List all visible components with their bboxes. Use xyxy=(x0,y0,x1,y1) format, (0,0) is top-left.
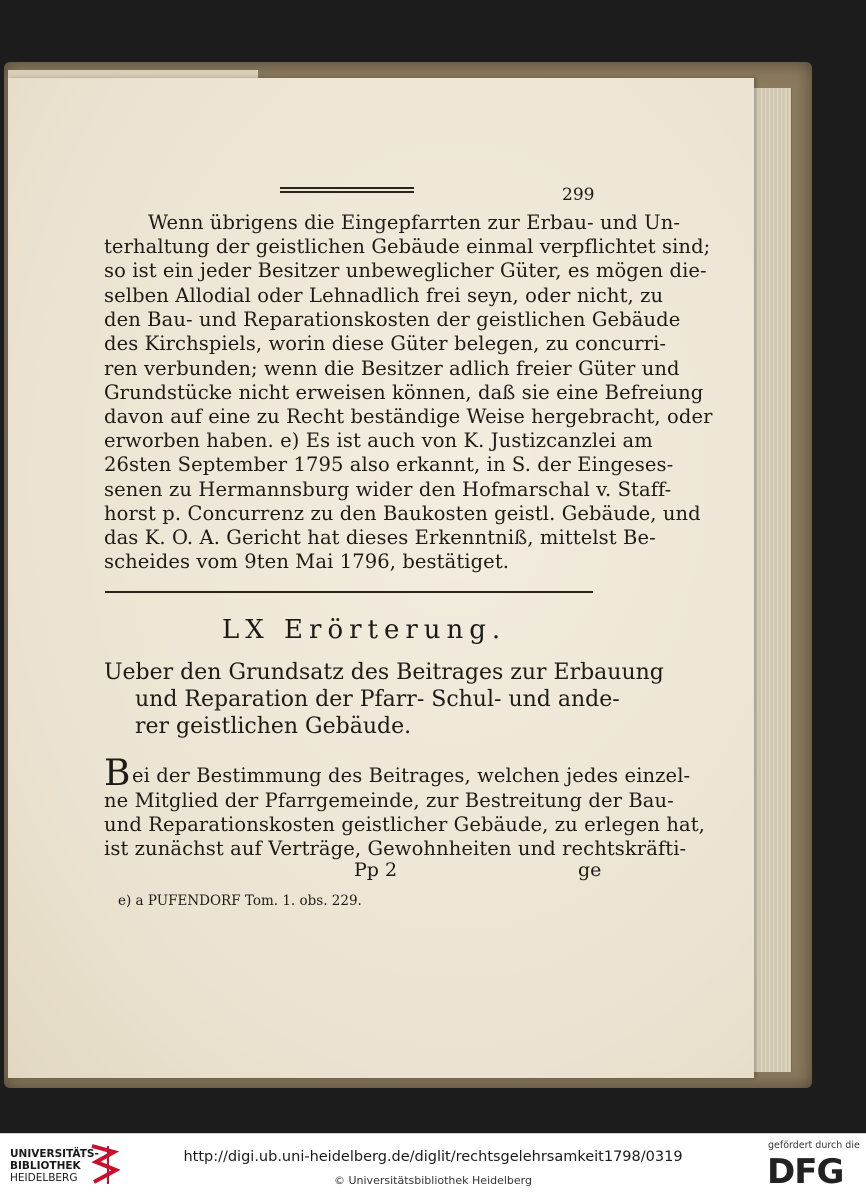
footnote: e) a PUFENDORF Tom. 1. obs. 229. xyxy=(118,893,362,909)
body-line: Grundstücke nicht erweisen können, daß sie eine Befreiung xyxy=(104,381,704,404)
body-line: scheides vom 9ten Mai 1796, bestätiget. xyxy=(104,550,510,573)
body-line: davon auf eine zu Recht beständige Weise hergebracht, oder xyxy=(104,405,713,428)
library-name-line: UNIVERSITÄTS- xyxy=(10,1148,99,1160)
copyright-notice: © Universitätsbibliothek Heidelberg xyxy=(333,1174,532,1187)
library-name-line: BIBLIOTHEK xyxy=(10,1160,81,1172)
body-line: das K. O. A. Gericht hat dieses Erkenntniß, mittelst Be- xyxy=(104,526,656,549)
paragraph-line: ist zunächst auf Verträge, Gewohnheiten und rechtskräfti- xyxy=(104,837,687,860)
body-line: terhaltung der geistlichen Gebäude einmal verpflichtet sind; xyxy=(104,235,711,258)
body-line: den Bau- und Reparationskosten der geistlichen Gebäude xyxy=(104,308,681,331)
section-rule xyxy=(105,591,593,593)
page-number: 299 xyxy=(562,185,595,205)
catchword: ge xyxy=(578,859,602,881)
permalink-url[interactable]: http://digi.ub.uni-heidelberg.de/diglit/rechtsgelehrsamkeit1798/0319 xyxy=(183,1149,683,1165)
drop-cap: B xyxy=(104,753,131,794)
body-line: erworben haben. e) Es ist auch von K. Justizcanzlei am xyxy=(104,429,653,452)
body-line: 26sten September 1795 also erkannt, in S. der Eingeses- xyxy=(104,453,674,476)
section-title: LX Erörterung. xyxy=(222,615,507,645)
paragraph-line: ne Mitglied der Pfarrgemeinde, zur Bestreitung der Bau- xyxy=(104,789,674,812)
paragraph-line: und Reparationskosten geistlicher Gebäude, zu erlegen hat, xyxy=(104,813,705,836)
header-rule xyxy=(280,187,414,193)
body-line: Wenn übrigens die Eingepfarrten zur Erbau- und Un- xyxy=(148,211,681,234)
signature-mark: Pp 2 xyxy=(354,859,398,881)
body-line: senen zu Hermannsburg wider den Hofmarschal v. Staff- xyxy=(104,478,672,501)
viewer-footer xyxy=(0,1133,866,1197)
subtitle-line: rer geistlichen Gebäude. xyxy=(135,714,412,739)
body-line: selben Allodial oder Lehnadlich frei seyn, oder nicht, zu xyxy=(104,284,664,307)
body-line: des Kirchspiels, worin diese Güter belegen, zu concurri- xyxy=(104,332,667,355)
body-line: so ist ein jeder Besitzer unbeweglicher Güter, es mögen die- xyxy=(104,259,707,282)
subtitle-line: Ueber den Grundsatz des Beitrages zur Erbauung xyxy=(104,660,664,685)
body-line: horst p. Concurrenz zu den Baukosten geistl. Gebäude, und xyxy=(104,502,701,525)
body-line: ren verbunden; wenn die Besitzer adlich freier Güter und xyxy=(104,357,680,380)
funding-caption: gefördert durch die xyxy=(768,1140,860,1151)
library-name-line: HEIDELBERG xyxy=(10,1172,78,1184)
dfg-logo: DFG xyxy=(767,1152,844,1192)
subtitle-line: und Reparation der Pfarr- Schul- und ande- xyxy=(135,687,620,712)
paragraph-line: ei der Bestimmung des Beitrages, welchen jedes einzel- xyxy=(132,764,691,787)
